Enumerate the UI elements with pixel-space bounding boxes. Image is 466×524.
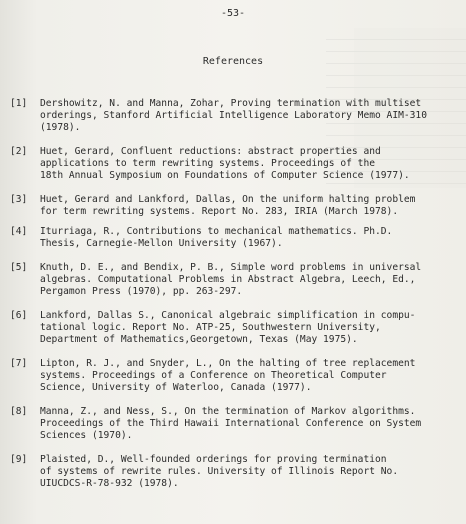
reference-line: Lipton, R. J., and Snyder, L., On the halting of tree replacement [40, 358, 416, 369]
reference-number: [7] [10, 358, 28, 369]
reference-line: (1978). [40, 122, 81, 133]
reference-text [40, 98, 427, 134]
reference-line: of systems of rewrite rules. University of Illinois Report No. [40, 466, 399, 477]
reference-line: Sciences (1970). [40, 430, 133, 441]
reference-item [10, 310, 460, 346]
reference-line: Thesis, Carnegie-Mellon University (1967). [40, 238, 283, 249]
reference-text [40, 310, 415, 346]
reference-number: [8] [10, 406, 28, 417]
reference-line: algebras. Computational Problems in Abstract Algebra, Leech, Ed., [40, 274, 416, 285]
reference-line: Iturriaga, R., Contributions to mechanical mathematics. Ph.D. [40, 226, 393, 237]
page-number: -53- [220, 8, 246, 19]
reference-line: applications to term rewriting systems. Proceedings of the [40, 158, 376, 169]
references-list [10, 98, 460, 502]
reference-line: orderings, Stanford Artificial Intelligence Laboratory Memo AIM-310 [40, 110, 427, 121]
reference-item [10, 146, 460, 182]
reference-line: systems. Proceedings of a Conference on Theoretical Computer [40, 370, 387, 381]
reference-item [10, 358, 460, 394]
reference-line: 18th Annual Symposium on Foundations of Computer Science (1977). [40, 170, 410, 181]
reference-line: Pergamon Press (1970), pp. 263-297. [40, 286, 243, 297]
reference-number: [5] [10, 262, 28, 273]
reference-number: [2] [10, 146, 28, 157]
reference-item [10, 98, 460, 134]
reference-line: for term rewriting systems. Report No. 283, IRIA (March 1978). [40, 206, 399, 217]
reference-line: Science, University of Waterloo, Canada (1977). [40, 382, 312, 393]
reference-line: tational logic. Report No. ATP-25, Southwestern University, [40, 322, 381, 333]
reference-item [10, 406, 460, 442]
reference-text [40, 194, 415, 218]
reference-line: Knuth, D. E., and Bendix, P. B., Simple word problems in universal [40, 262, 422, 273]
reference-line: Lankford, Dallas S., Canonical algebraic simplification in compu- [40, 310, 416, 321]
reference-number: [3] [10, 194, 28, 205]
references-heading: References [202, 56, 264, 67]
reference-text [40, 262, 421, 298]
reference-text [40, 406, 421, 442]
reference-line: Plaisted, D., Well-founded orderings for proving termination [40, 454, 387, 465]
reference-number: [4] [10, 226, 28, 237]
reference-line: Huet, Gerard, Confluent reductions: abstract properties and [40, 146, 381, 157]
reference-text [40, 454, 398, 490]
reference-item [10, 454, 460, 490]
reference-item [10, 262, 460, 298]
reference-line: Dershowitz, N. and Manna, Zohar, Proving termination with multiset [40, 98, 422, 109]
reference-number: [9] [10, 454, 28, 465]
reference-line: Department of Mathematics,Georgetown, Texas (May 1975). [40, 334, 358, 345]
reference-text [40, 358, 415, 394]
reference-item [10, 194, 460, 218]
reference-text [40, 226, 392, 250]
reference-line: Huet, Gerard and Lankford, Dallas, On the uniform halting problem [40, 194, 416, 205]
reference-number: [6] [10, 310, 28, 321]
reference-item [10, 226, 460, 250]
reference-line: Proceedings of the Third Hawaii International Conference on System [40, 418, 422, 429]
reference-line: Manna, Z., and Ness, S., On the termination of Markov algorithms. [40, 406, 416, 417]
reference-number: [1] [10, 98, 28, 109]
reference-text [40, 146, 410, 182]
reference-line: UIUCDCS-R-78-932 (1978). [40, 478, 179, 489]
